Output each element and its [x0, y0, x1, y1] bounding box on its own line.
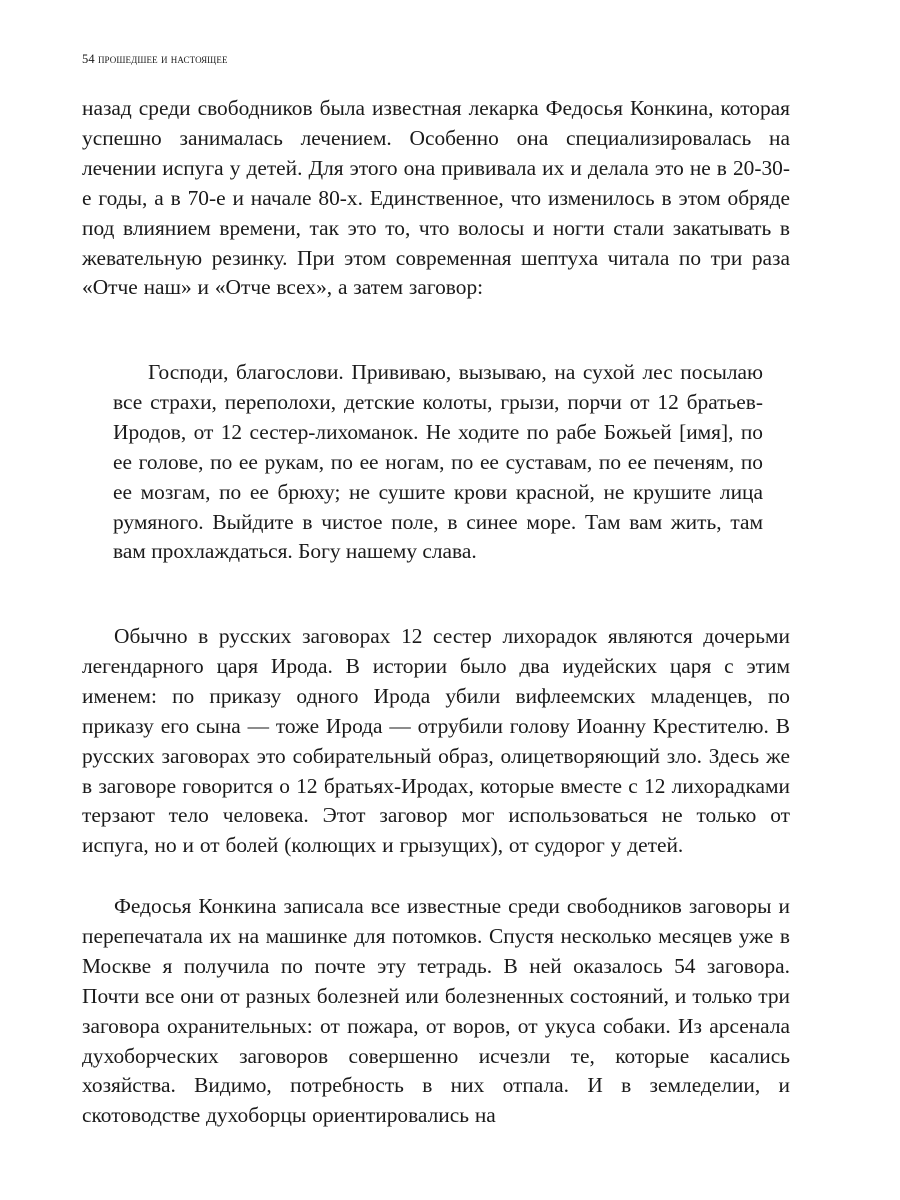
paragraph-1: назад среди свободников была известная лекарка Федосья Конкина, которая успешно занималась лечением. Особенно она специализировалась на лечении испуга у детей. Для этого она прививала их и делала это не в 20-30-е годы, а в 70-е и начале 80-х. Единственное, что изменилось в этом обряде под влиянием времени, так это то, что волосы и ногти стали закатывать в жевательную резинку. При этом современная шептуха читала по три раза «Отче наш» и «Отче всех», а затем заговор:: [82, 96, 790, 300]
incantation-quote: Господи, благослови. Прививаю, вызываю, на сухой лес посылаю все страхи, переполохи, детские колоты, грызи, порчи от 12 братьев-Иродов, от 12 сестер-лихоманок. Не ходите по рабе Божьей [имя], по ее голове, по ее рукам, по ее ногам, по ее суставам, по ее печеням, по ее мозгам, по ее брюху; не сушите крови красной, не крушите лица румяного. Выйдите в чистое поле, в синее море. Там вам жить, там вам прохлаждаться. Богу нашему слава.: [113, 360, 763, 564]
paragraph-3: Федосья Конкина записала все известные среди свободников заговоры и перепечатала их на машинке для потомков. Спустя несколько месяцев уже в Москве я получила по почте эту тетрадь. В ней оказалось 54 заговора. Почти все они от разных болезней или болезненных состояний, и только три заговора охранительных: от пожара, от воров, от укуса собаки. Из арсенала духоборческих заговоров совершенно исчезли те, которые касались хозяйства. Видимо, потребность в них отпала. И в земледелии, и скотоводстве духоборцы ориентировались на: [82, 894, 790, 1128]
page-number: 54: [82, 52, 95, 66]
paragraph-2: Обычно в русских заговорах 12 сестер лихорадок являются дочерьми легендарного царя Ирода. В истории было два иудейских царя с этим именем: по приказу одного Ирода убили вифлеемских младенцев, по приказу его сына — тоже Ирода — отрубили голову Иоанну Крестителю. В русских заговорах это собирательный образ, олицетворяющий зло. Здесь же в заговоре говорится о 12 братьях-Иродах, которые вместе с 12 лихорадками терзают тело человека. Этот заговор мог использоваться не только от испуга, но и от болей (колющих и грызущих), от судорог у детей.: [82, 624, 790, 858]
running-title: прошедшее и настоящее: [97, 52, 228, 66]
running-header: [82, 52, 228, 67]
